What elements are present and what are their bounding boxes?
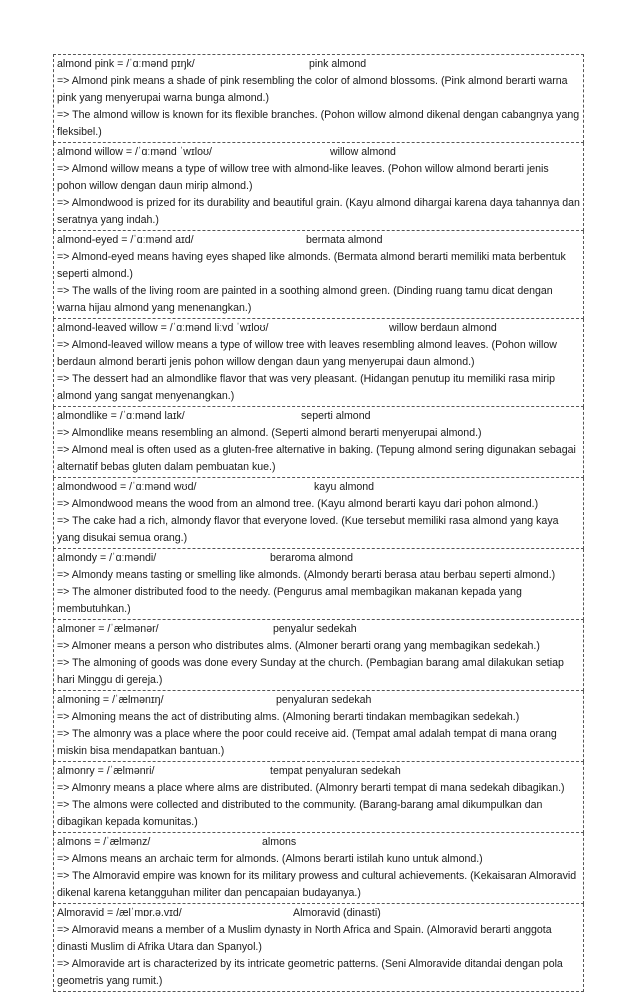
entry-term: almondy = /ˈɑːməndi/: [57, 552, 157, 564]
entry-translation: beraroma almond: [270, 552, 354, 564]
entry-example: => Almondwood is prized for its durability and beautiful grain. (Kayu almond dihargai karena daya tahannya dan seratnya yang indah.): [57, 197, 580, 226]
dictionary-entry: [53, 54, 584, 143]
entry-example: => Almons means an archaic term for almonds. (Almons berarti istilah kuno untuk almond.): [57, 853, 483, 865]
entry-translation: tempat penyaluran sedekah: [270, 765, 401, 777]
dictionary-page: [53, 54, 584, 992]
entry-header: [57, 905, 581, 922]
dictionary-entry: [53, 904, 584, 992]
entry-translation: seperti almond: [301, 410, 371, 422]
entry-header: [57, 144, 581, 161]
entry-header: [57, 692, 581, 709]
entry-header: [57, 56, 581, 73]
entry-translation: kayu almond: [314, 481, 375, 493]
entry-example: => The almonry was a place where the poor could receive aid. (Tempat amal adalah tempat di mana orang miskin bisa mendapatkan bantuan.): [57, 728, 557, 757]
entry-example: => Almoning means the act of distributing alms. (Almoning berarti tindakan membagikan sedekah.): [57, 711, 520, 723]
entry-translation: Almoravid (dinasti): [293, 907, 381, 919]
entry-example: => Almond meal is often used as a gluten-free alternative in baking. (Tepung almond sering digunakan sebagai alternatif bebas gluten dalam pembuatan kue.): [57, 444, 576, 473]
dictionary-entry: [53, 620, 584, 691]
entry-example: => The dessert had an almondlike flavor that was very pleasant. (Hidangan penutup itu memiliki rasa mirip almond yang sangat menyenangkan.): [57, 373, 555, 402]
dictionary-entry: [53, 833, 584, 904]
entry-example: => The walls of the living room are painted in a soothing almond green. (Dinding ruang tamu dicat dengan warna hijau almond yang menenangkan.): [57, 285, 553, 314]
dictionary-entry: [53, 143, 584, 231]
entry-example: => Almondwood means the wood from an almond tree. (Kayu almond berarti kayu dari pohon almond.): [57, 498, 539, 510]
entry-example: => Almondy means tasting or smelling like almonds. (Almondy berarti berasa atau berbau seperti almond.): [57, 569, 556, 581]
entry-example: => Almond-leaved willow means a type of willow tree with leaves resembling almond leaves. (Pohon willow berdaun almond berarti jenis pohon willow dengan daun yang menyerupai daun almond.): [57, 339, 557, 368]
dictionary-entry: [53, 319, 584, 407]
entry-translation: willow almond: [330, 146, 396, 158]
entry-term: almond-leaved willow = /ˈɑːmənd liːvd ˈwɪloʊ/: [57, 322, 269, 334]
dictionary-entry: [53, 691, 584, 762]
entry-header: [57, 232, 581, 249]
entry-translation: almons: [262, 836, 297, 848]
entry-term: almons = /ˈælmənz/: [57, 836, 151, 848]
entry-example: => Almoravid means a member of a Muslim dynasty in North Africa and Spain. (Almoravid berarti anggota dinasti Muslim di Afrika Utara dan Spanyol.): [57, 924, 552, 953]
entry-example: => The almons were collected and distributed to the community. (Barang-barang amal dikumpulkan dan dibagikan kepada komunitas.): [57, 799, 543, 828]
entry-translation: bermata almond: [306, 234, 383, 246]
entry-example: => Almonry means a place where alms are distributed. (Almonry berarti tempat di mana sedekah dibagikan.): [57, 782, 565, 794]
entry-example: => Almond pink means a shade of pink resembling the color of almond blossoms. (Pink almond berarti warna pink yang menyerupai warna bunga almond.): [57, 75, 568, 104]
entry-term: almoning = /ˈælmənɪŋ/: [57, 694, 164, 706]
entry-example: => The almoning of goods was done every Sunday at the church. (Pembagian barang amal dilakukan setiap hari Minggu di gereja.): [57, 657, 564, 686]
entry-header: [57, 621, 581, 638]
dictionary-entry: [53, 231, 584, 319]
dictionary-entry: [53, 407, 584, 478]
entry-term: Almoravid = /ælˈmɒr.ə.vɪd/: [57, 907, 182, 919]
entry-term: almond pink = /ˈɑːmənd pɪŋk/: [57, 58, 195, 70]
entry-example: => Almond willow means a type of willow tree with almond-like leaves. (Pohon willow almond berarti jenis pohon willow dengan daun mirip almond.): [57, 163, 549, 192]
entry-translation: willow berdaun almond: [389, 322, 497, 334]
entry-header: [57, 408, 581, 425]
entry-header: [57, 834, 581, 851]
entry-header: [57, 763, 581, 780]
entry-term: almoner = /ˈælmənər/: [57, 623, 159, 635]
entry-example: => The cake had a rich, almondy flavor that everyone loved. (Kue tersebut memiliki rasa almond yang kaya yang disukai semua orang.): [57, 515, 559, 544]
dictionary-entry: [53, 762, 584, 833]
entry-header: [57, 550, 581, 567]
entry-translation: penyaluran sedekah: [276, 694, 372, 706]
entry-example: => Almond-eyed means having eyes shaped like almonds. (Bermata almond berarti memiliki mata berbentuk seperti almond.): [57, 251, 566, 280]
entry-term: almond-eyed = /ˈɑːmənd aɪd/: [57, 234, 194, 246]
entry-example: => The Almoravid empire was known for its military prowess and cultural achievements. (Kekaisaran Almoravid dikenal karena ketangguhan militer dan pencapaian budayanya.): [57, 870, 577, 899]
entry-term: almondwood = /ˈɑːmənd wʊd/: [57, 481, 197, 493]
entry-translation: pink almond: [309, 58, 367, 70]
entry-example: => The almond willow is known for its flexible branches. (Pohon willow almond dikenal dengan cabangnya yang fleksibel.): [57, 109, 580, 138]
entry-example: => Almoravide art is characterized by its intricate geometric patterns. (Seni Almoravide ditandai dengan pola geometris yang rumit.): [57, 958, 563, 987]
entry-term: almondlike = /ˈɑːmənd laɪk/: [57, 410, 185, 422]
entry-example: => Almoner means a person who distributes alms. (Almoner berarti orang yang membagikan sedekah.): [57, 640, 540, 652]
entry-term: almond willow = /ˈɑːmənd ˈwɪloʊ/: [57, 146, 212, 158]
dictionary-entry: [53, 549, 584, 620]
entry-header: [57, 320, 581, 337]
dictionary-entry: [53, 478, 584, 549]
entry-example: => Almondlike means resembling an almond. (Seperti almond berarti menyerupai almond.): [57, 427, 482, 439]
entry-translation: penyalur sedekah: [273, 623, 357, 635]
entry-example: => The almoner distributed food to the needy. (Pengurus amal membagikan makanan kepada yang membutuhkan.): [57, 586, 522, 615]
entry-term: almonry = /ˈælmənri/: [57, 765, 155, 777]
entry-header: [57, 479, 581, 496]
